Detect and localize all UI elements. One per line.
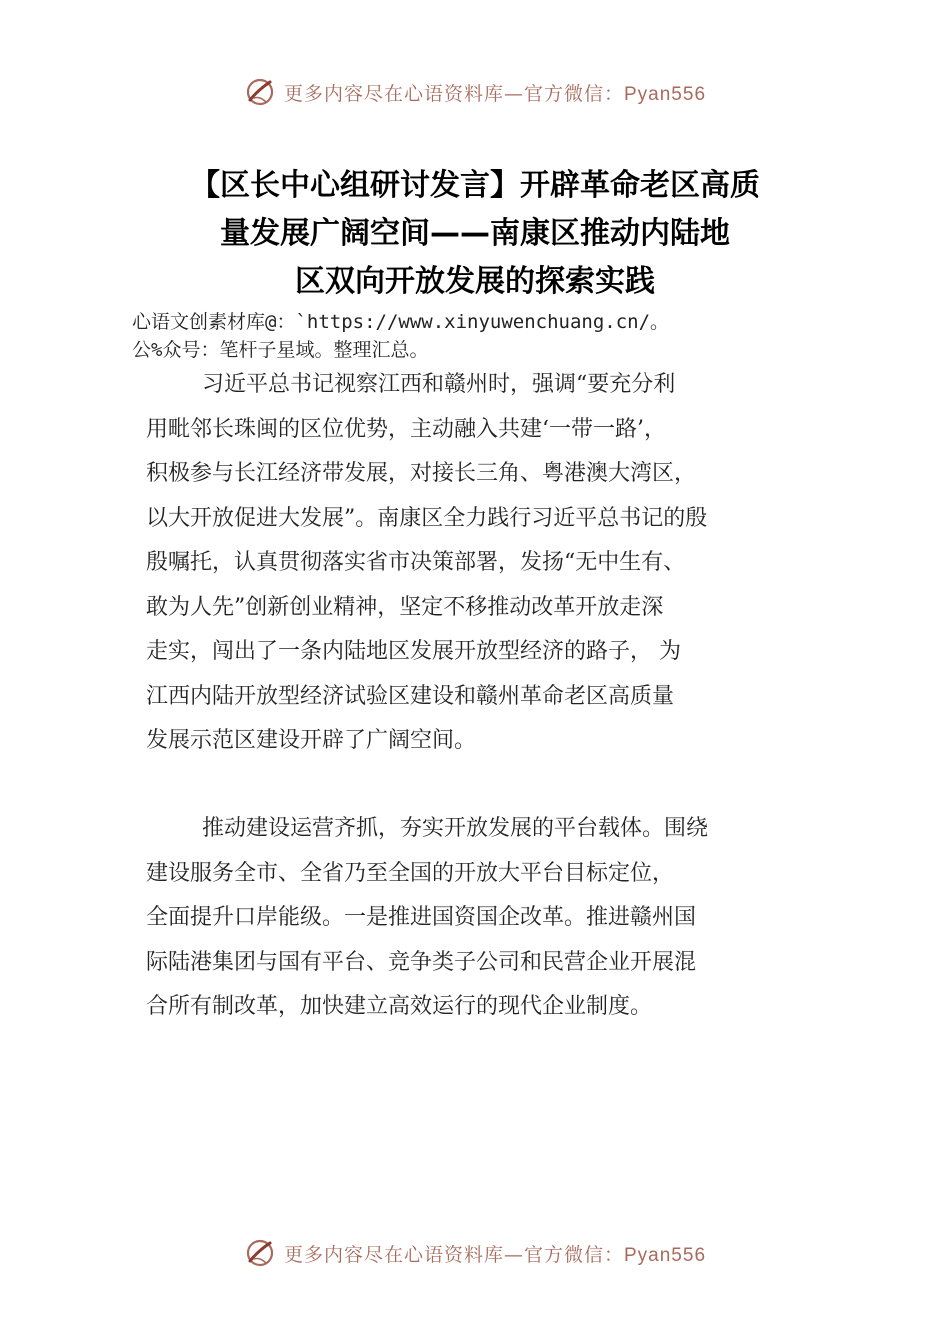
title-line: 区双向开放发展的探索实践 [295,264,655,299]
paragraph-line: 以大开放促进大发展”。南康区全力践行习近平总书记的殷 [146,505,708,531]
source-note [132,308,832,364]
paragraph-line: 江西内陆开放型经济试验区建设和赣州革命老区高质量 [146,683,675,709]
header-banner [0,70,950,114]
paragraph-platform [146,807,826,1030]
paragraph-line: 用毗邻长珠闽的区位优势，主动融入共建‘一带一路’， [146,416,666,442]
paragraph-line: 推动建设运营齐抓，夯实开放发展的平台载体。围绕 [202,816,709,841]
paragraph-intro [146,363,826,764]
paragraph-line: 全面提升口岸能级。一是推进国资国企改革。推进赣州国 [146,905,697,930]
paragraph-line: 合所有制改革，加快建立高效运行的现代企业制度。 [146,994,653,1019]
footer-banner-brand: Pyan556 [624,1244,707,1266]
paragraph-line: 殷嘱托，认真贯彻落实省市决策部署，发扬“无中生有、 [146,550,686,575]
paragraph-line: 习近平总书记视察江西和赣州时，强调“要充分利 [202,372,676,397]
brush-logo-icon [244,76,276,108]
paragraph-line: 际陆港集团与国有平台、竞争类子公司和民营企业开展混 [146,949,697,975]
header-banner-text: 更多内容尽在心语资料库—官方微信：Pyan556 [283,82,707,105]
title-line: 【区长中心组研讨发言】开辟革命老区高质 [190,168,760,203]
document-title [100,162,850,306]
paragraph-line: 发展示范区建设开辟了广阔空间。 [146,728,477,753]
header-banner-brand: Pyan556 [624,83,707,105]
footer-banner [0,1231,950,1275]
brush-logo-icon [244,1237,276,1269]
paragraph-line: 走实，闯出了一条内陆地区发展开放型经济的路子， 为 [146,639,681,664]
footer-banner-text: 更多内容尽在心语资料库—官方微信：Pyan556 [283,1243,707,1266]
paragraph-line: 建设服务全市、全省乃至全国的开放大平台目标定位， [146,860,675,886]
title-line: 量发展广阔空间——南康区推动内陆地 [220,216,730,251]
source-line: 心语文创素材库@：`https://www.xinyuwenchuang.cn/。 [132,311,670,333]
source-line: 公%众号：笔杆子星域。整理汇总。 [132,339,429,361]
paragraph-line: 敢为人先”创新创业精神，坚定不移推动改革开放走深 [146,594,664,620]
paragraph-line: 积极参与长江经济带发展，对接长三角、粤港澳大湾区， [146,461,697,486]
